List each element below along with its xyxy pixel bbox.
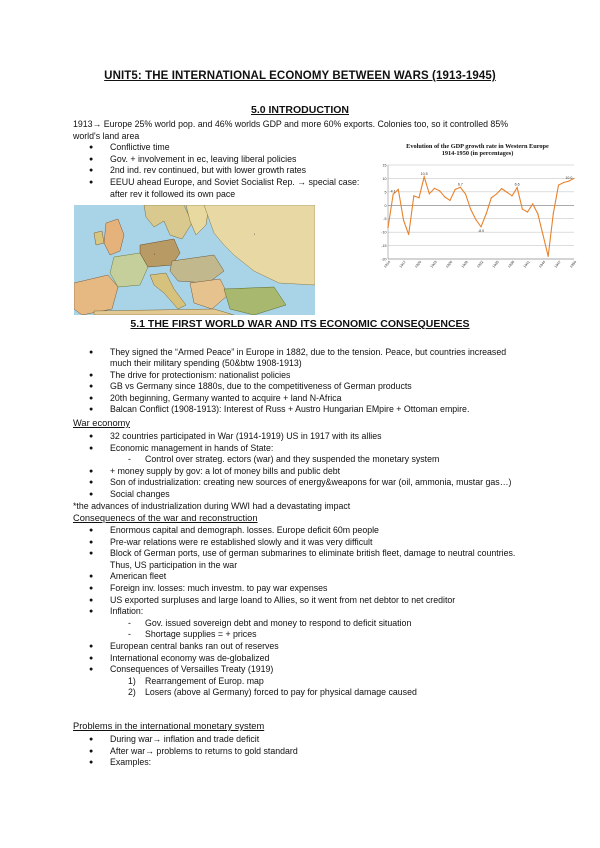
chart-data-point <box>393 194 394 195</box>
chart-subtitle: 1914-1950 (in percentages) <box>441 150 514 157</box>
consequence-item: ● American fleet <box>73 571 573 583</box>
monetary-item: ● During war→ inflation and trade deficit <box>73 734 573 746</box>
chart-ytick-label: 15 <box>382 163 387 168</box>
chart-data-point <box>387 227 388 228</box>
wwi-bullet: ● The drive for protectionism: nationalist policies <box>73 370 573 382</box>
wwi-bullet: ● 20th beginning, Germany wanted to acquire + land N-Africa <box>73 393 573 405</box>
war-economy-item: ● 32 countries participated in War (1914-1919) US in 1917 with its allies <box>73 431 573 443</box>
inflation-subitem: - Shortage supplies = + prices <box>73 629 257 641</box>
chart-data-point <box>542 234 543 235</box>
war-economy-list-2 <box>73 466 573 501</box>
versailles-item-text: Losers (above al Germany) forced to pay for physical damage caused <box>145 687 417 698</box>
wwi-bullet: ● They signed the “Armed Peace” in Europe in 1882, due to the tension. Peace, but countries increased <box>73 347 573 359</box>
consequence-item: ● European central banks ran out of reserves <box>73 641 573 653</box>
chart-ytick-label: -20 <box>381 257 387 262</box>
consequence-item: ● Pre-war relations were re established slowly and it was very difficult <box>73 537 573 549</box>
chart-data-point <box>398 189 399 190</box>
chart-data-label: 10.5 <box>420 171 428 176</box>
chart-data-point <box>563 182 564 183</box>
chart-data-point <box>460 187 461 188</box>
chart-data-point <box>491 197 492 198</box>
chart-data-point <box>558 185 559 186</box>
map-label: ▪ <box>254 232 256 236</box>
page-title: UNIT5: THE INTERNATIONAL ECONOMY BETWEEN WARS (1913-1945) <box>104 70 496 82</box>
chart-data-point <box>444 196 445 197</box>
chart-data-point <box>532 203 533 204</box>
consequences-list-3 <box>73 641 573 676</box>
consequence-continuation: Thus, US participation in the war <box>110 559 238 570</box>
consequence-item: ● Consequences of Versailles Treaty (1919) <box>73 664 573 676</box>
chart-data-label: 6.7 <box>457 182 463 187</box>
wwi-bullets-2 <box>73 370 573 416</box>
versailles-item <box>73 676 264 688</box>
chart-data-point <box>553 213 554 214</box>
intro-bullets <box>73 142 373 188</box>
chart-data-point <box>480 226 481 227</box>
chart-series-line <box>388 177 574 256</box>
wwi-bullet: ● GB vs Germany since 1880s, due to the competitiveness of German products <box>73 381 573 393</box>
chart-data-point <box>496 193 497 194</box>
chart-data-point <box>408 234 409 235</box>
chart-data-label: 6.6 <box>514 182 520 187</box>
chart-data-point <box>522 208 523 209</box>
consequences-heading: Consequenecs of the war and reconstruction <box>73 512 258 523</box>
wwi-bullets <box>73 347 573 359</box>
versailles-item-number: 1) <box>128 675 136 686</box>
intro-paragraph-line-1: 1913→ Europe 25% world pop. and 46% worlds GDP and more 60% exports. Colonies too, so it controlled 85% <box>73 119 509 129</box>
chart-ytick-label: -15 <box>381 244 387 249</box>
intro-heading: 5.0 INTRODUCTION <box>250 104 349 116</box>
monetary-item: ● Examples: <box>73 757 573 769</box>
chart-ytick-label: 5 <box>384 190 387 195</box>
inflation-subitem: - Gov. issued sovereign debt and money to respond to deficit situation <box>73 618 411 630</box>
gdp-growth-chart <box>376 143 579 271</box>
map-label: ▪ <box>154 252 156 256</box>
chart-xtick-label: 1920 <box>414 260 423 269</box>
monetary-heading: Problems in the international monetary system <box>73 721 265 731</box>
war-economy-item: ● Son of industrialization: creating new sources of energy&weapons for war (oil, ammonia, mustar gas…) <box>73 477 573 489</box>
wwi-bullet-continuation: much their military spending (50&btw 1908-1913) <box>110 358 302 368</box>
consequence-item: ● Foreign inv. losses: much investm. to pay war expenses <box>73 583 573 595</box>
chart-data-label: 10.0 <box>565 176 573 181</box>
chart-xtick-label: 1944 <box>538 260 547 269</box>
intro-bullet: ● Conflictive time <box>73 142 373 154</box>
chart-ytick-label: -10 <box>381 230 387 235</box>
chart-xtick-label: 1941 <box>522 260 531 269</box>
chart-data-point <box>486 213 487 214</box>
intro-bullet: ● 2nd ind. rev continued, but with lower growth rates <box>73 165 373 177</box>
chart-data-point <box>475 219 476 220</box>
war-economy-heading: War economy <box>73 418 131 428</box>
chart-xtick-label: 1917 <box>398 260 407 269</box>
versailles-item <box>73 687 417 699</box>
chart-data-point <box>568 181 569 182</box>
chart-title: Evolution of the GDP growth rate in Western Europe <box>406 143 549 150</box>
chart-data-point <box>537 213 538 214</box>
consequence-item: ● US exported surpluses and large loand to Allies, so it went from net debtor to net creditor <box>73 595 573 607</box>
consequence-item: ● Enormous capital and demograph. losses. Europe deficit 60m people <box>73 525 573 537</box>
war-economy-item: ● Economic management in hands of State: <box>73 443 573 455</box>
chart-data-point <box>548 256 549 257</box>
versailles-item-text: Rearrangement of Europ. map <box>145 675 264 686</box>
chart-data-point <box>527 211 528 212</box>
chart-ytick-label: 10 <box>382 176 387 181</box>
chart-xtick-label: 1950 <box>569 260 578 269</box>
consequences-list-2 <box>73 571 573 617</box>
consequence-item: ● Block of German ports, use of german submarines to eliminate british fleet, damage to neutral countries. <box>73 548 573 560</box>
intro-bullet: ● EEUU ahead Europe, and Soviet Socialist Rep. → special case: <box>73 177 373 189</box>
chart-data-point <box>455 189 456 190</box>
chart-data-point <box>413 195 414 196</box>
chart-xtick-label: 1914 <box>383 260 392 269</box>
chart-data-label: 4.1 <box>390 189 396 194</box>
war-economy-item: ● + money supply by gov: a lot of money bills and public debt <box>73 466 573 478</box>
consequences-list <box>73 525 573 560</box>
war-economy-item: ● Social changes <box>73 489 573 501</box>
chart-data-point <box>506 192 507 193</box>
europe-map-image <box>74 205 315 315</box>
consequence-item: ● Inflation: <box>73 606 573 618</box>
versailles-item-number: 2) <box>128 687 136 698</box>
chart-ytick-label: 0 <box>384 203 387 208</box>
chart-xtick-label: 1926 <box>445 260 454 269</box>
intro-bullet-continuation: after rev it followed its own pace <box>110 188 236 199</box>
chart-xtick-label: 1947 <box>553 260 562 269</box>
chart-data-point <box>449 200 450 201</box>
wwi-heading: 5.1 THE FIRST WORLD WAR AND ITS ECONOMIC CONSEQUENCES <box>130 318 470 330</box>
chart-data-point <box>511 195 512 196</box>
war-economy-note: *the advances of industrialization during WWI had a devastating impact <box>73 500 351 511</box>
chart-data-point <box>573 178 574 179</box>
chart-data-point <box>439 190 440 191</box>
chart-data-label: -8.0 <box>477 228 485 233</box>
chart-xtick-label: 1938 <box>507 260 516 269</box>
chart-xtick-label: 1929 <box>460 260 469 269</box>
chart-ytick-label: -5 <box>383 217 387 222</box>
chart-data-point <box>434 188 435 189</box>
chart-xtick-label: 1932 <box>476 260 485 269</box>
chart-xtick-label: 1935 <box>491 260 500 269</box>
chart-data-point <box>501 188 502 189</box>
chart-data-point <box>517 187 518 188</box>
chart-data-point <box>403 219 404 220</box>
wwi-bullet: ● Balcan Conflict (1908-1913): Interest of Russ + Austro Hungarian EMpire + Ottoman empire. <box>73 404 573 416</box>
chart-data-point <box>418 197 419 198</box>
monetary-list <box>73 734 573 769</box>
war-economy-list <box>73 431 573 454</box>
chart-data-point <box>465 193 466 194</box>
chart-data-point <box>424 176 425 177</box>
war-economy-subitem: - Control over strateg. ectors (war) and they suspended the monetary system <box>73 454 439 466</box>
intro-paragraph-line-2: world's land area <box>73 130 140 141</box>
chart-plot <box>376 143 579 271</box>
consequence-item: ● International economy was de-globalized <box>73 653 573 665</box>
intro-bullet: ● Gov. + involvement in ec, leaving liberal policies <box>73 154 373 166</box>
chart-xtick-label: 1923 <box>429 260 438 269</box>
monetary-item: ● After war→ problems to returns to gold standard <box>73 746 573 758</box>
chart-data-point <box>429 193 430 194</box>
chart-data-point <box>470 209 471 210</box>
